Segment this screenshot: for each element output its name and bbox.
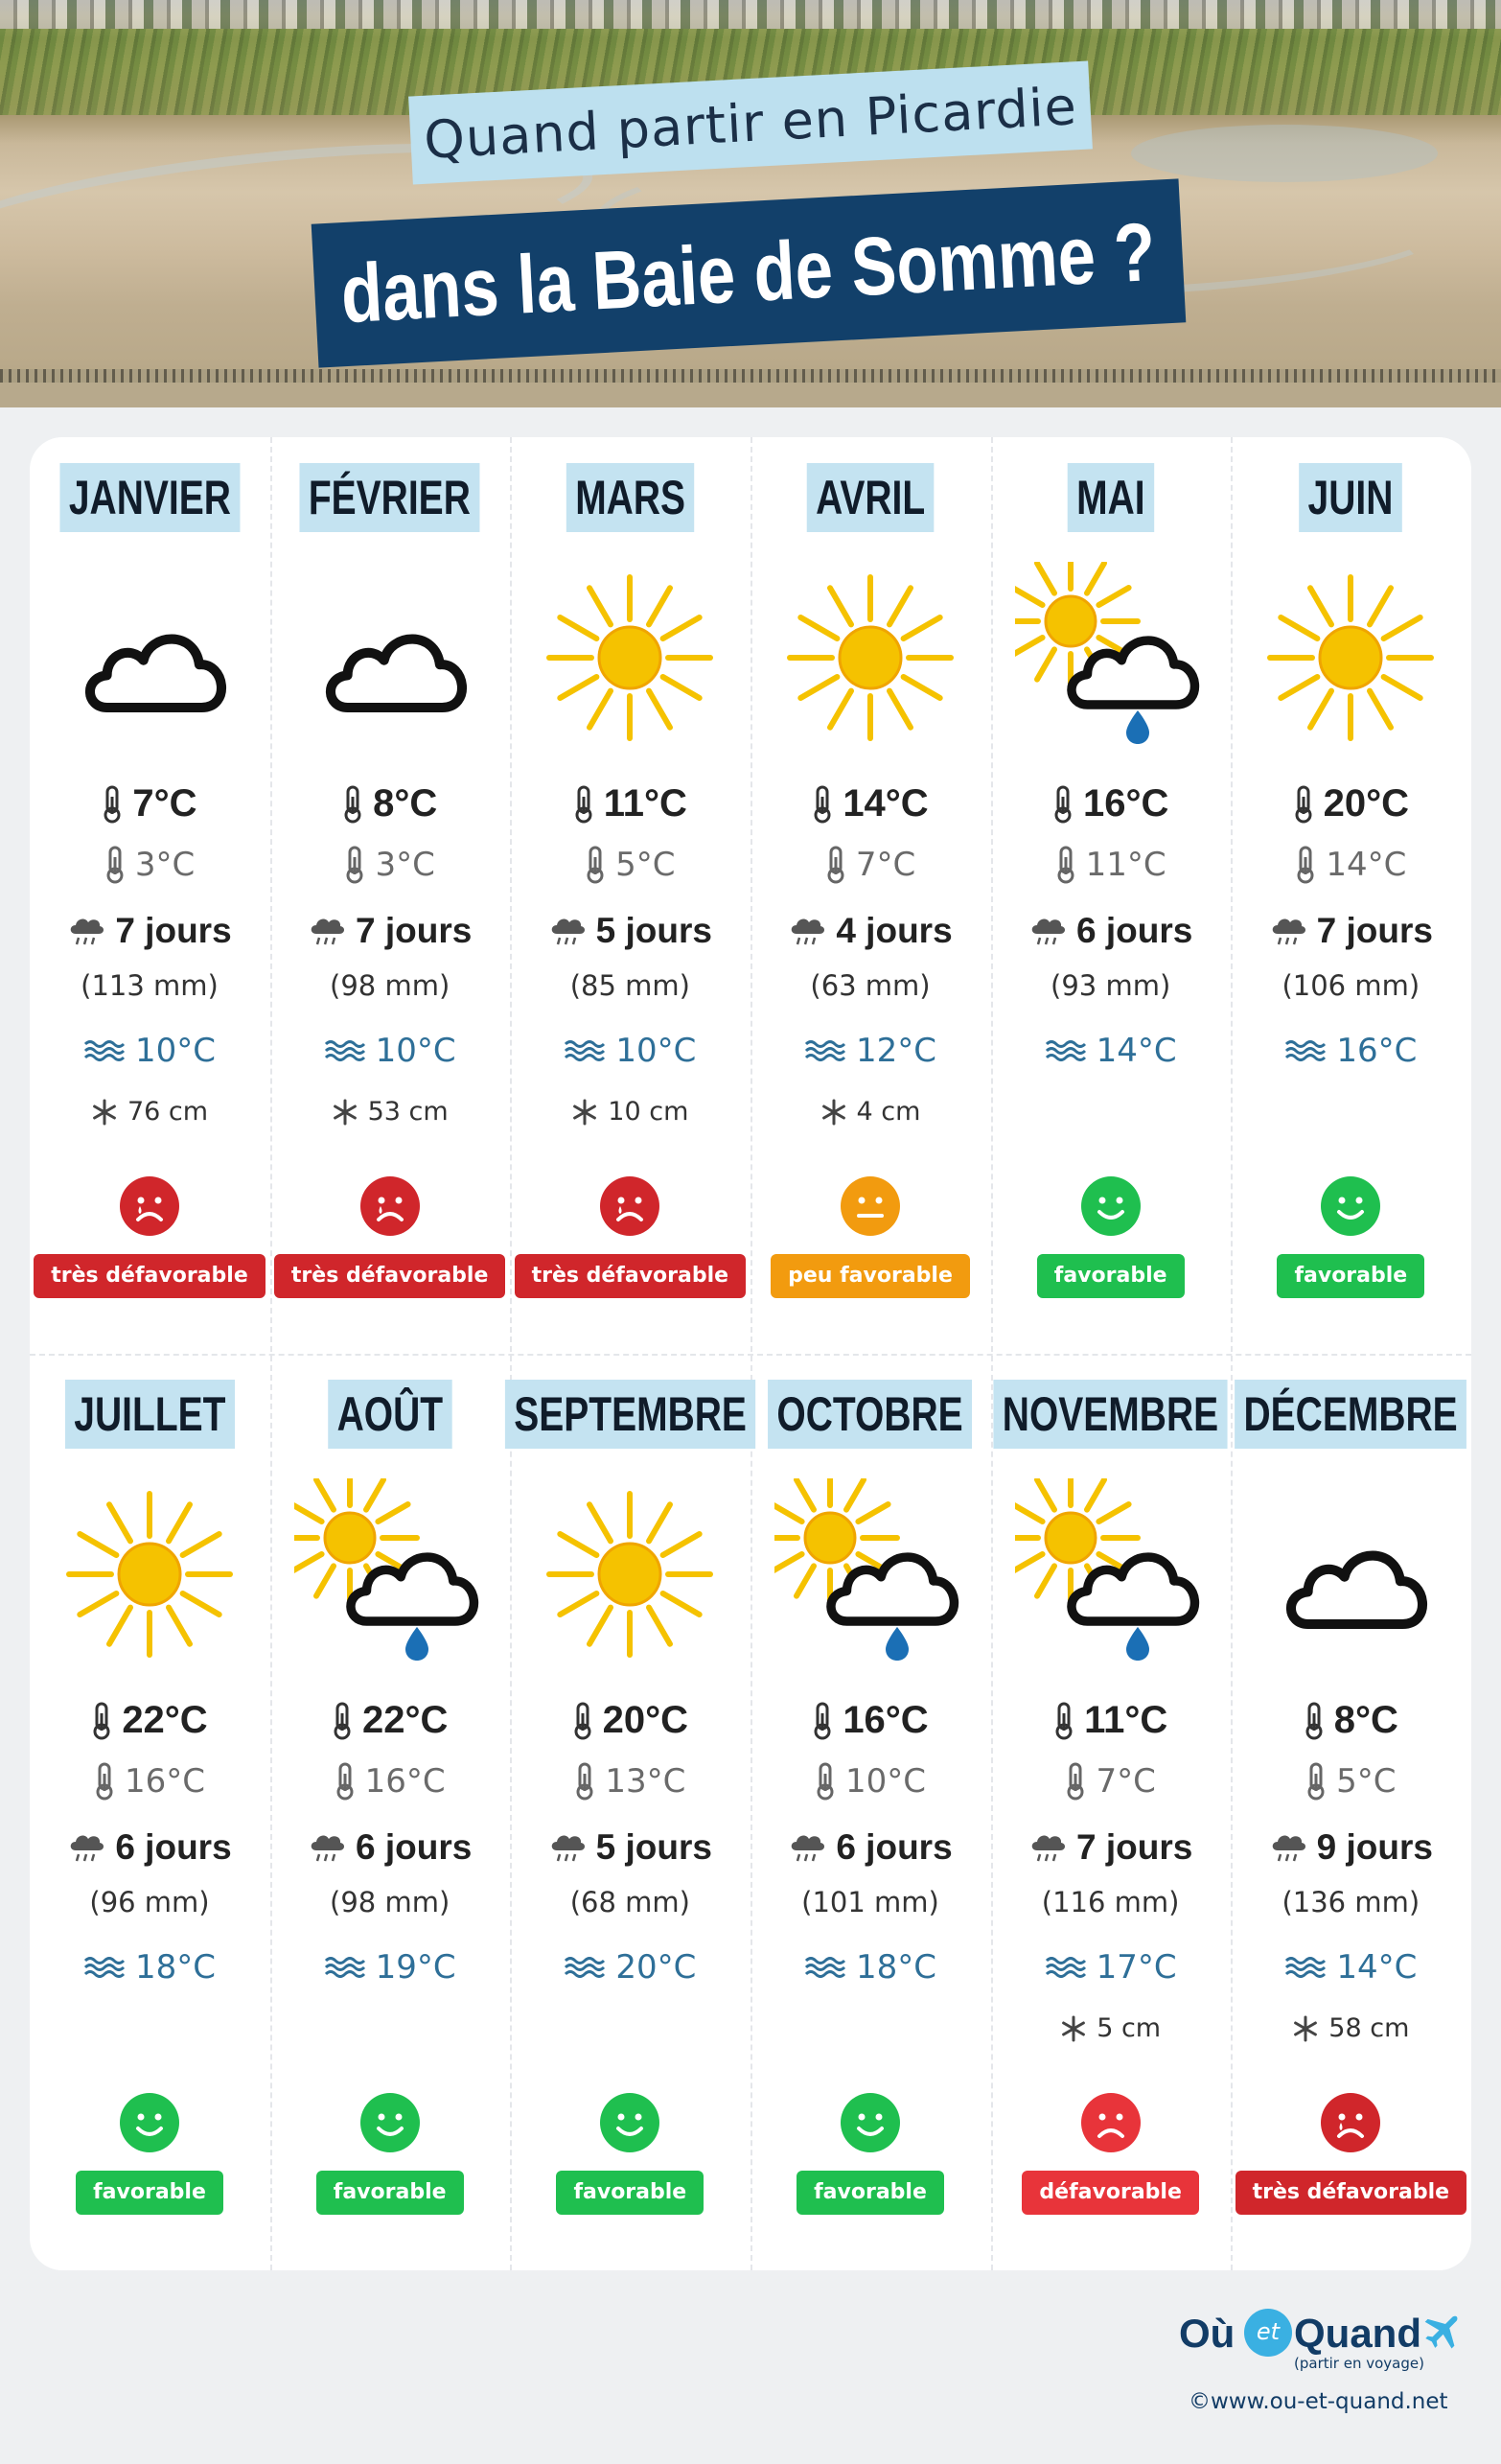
rain-amount: (113 mm) bbox=[81, 969, 219, 1002]
rain-amount: (106 mm) bbox=[1282, 969, 1420, 1002]
max-temperature-value: 16°C bbox=[843, 1699, 929, 1741]
sand-band bbox=[0, 383, 1501, 407]
rain-days-value: 6 jours bbox=[1075, 911, 1193, 950]
cloud-icon bbox=[54, 562, 245, 754]
calendar-card bbox=[30, 437, 1471, 2270]
snow-depth-value: 4 cm bbox=[856, 1097, 921, 1127]
month-cell[interactable] bbox=[1231, 437, 1470, 1354]
rain-cloud-icon bbox=[1028, 1831, 1067, 1864]
sun-icon bbox=[534, 1478, 726, 1670]
max-temperature bbox=[1231, 1699, 1470, 1742]
min-temperature bbox=[1231, 1762, 1470, 1801]
min-temperature bbox=[30, 1762, 269, 1801]
happy-face-icon bbox=[1320, 1175, 1381, 1237]
snowflake-icon bbox=[571, 1099, 598, 1126]
snow-depth bbox=[30, 1097, 269, 1127]
snowflake-icon bbox=[820, 1099, 847, 1126]
rain-amount: (101 mm) bbox=[801, 1886, 939, 1918]
month-name-wrap bbox=[991, 463, 1231, 532]
rain-amount: (98 mm) bbox=[330, 969, 450, 1002]
min-temperature bbox=[510, 1762, 750, 1801]
rain-amount: (116 mm) bbox=[1041, 1886, 1180, 1918]
rain-days bbox=[270, 911, 510, 951]
verdict-badge: très défavorable bbox=[515, 1254, 747, 1298]
verdict-badge-wrap bbox=[510, 2171, 750, 2215]
month-name-wrap bbox=[30, 463, 269, 532]
max-temperature-value: 20°C bbox=[602, 1699, 689, 1741]
verdict-badge: favorable bbox=[556, 2171, 704, 2215]
sea-temperature-value: 12°C bbox=[855, 1032, 936, 1070]
rain-days-value: 7 jours bbox=[115, 911, 232, 950]
sun-cloud-rain-icon bbox=[294, 1478, 486, 1670]
rain-cloud-icon bbox=[1028, 915, 1067, 947]
rain-cloud-icon bbox=[548, 1831, 587, 1864]
verdict-badge-wrap bbox=[750, 1254, 990, 1298]
thermometer-icon bbox=[574, 1762, 595, 1801]
fence bbox=[0, 369, 1501, 383]
verdict-badge: favorable bbox=[76, 2171, 223, 2215]
month-cell[interactable] bbox=[991, 437, 1231, 1354]
verdict-badge: très défavorable bbox=[1235, 2171, 1467, 2215]
max-temperature bbox=[30, 782, 269, 825]
rain-amount: (93 mm) bbox=[1051, 969, 1171, 1002]
snow-depth-value: 58 cm bbox=[1328, 2013, 1410, 2043]
waves-icon bbox=[83, 1955, 126, 1980]
max-temperature bbox=[510, 782, 750, 825]
month-name: JUILLET bbox=[65, 1380, 235, 1449]
max-temperature bbox=[30, 1699, 269, 1742]
month-name-wrap bbox=[1231, 463, 1470, 532]
rain-days bbox=[510, 1827, 750, 1868]
month-name: FÉVRIER bbox=[300, 463, 480, 532]
sea-temperature bbox=[270, 1032, 510, 1070]
sea-temperature bbox=[1231, 1032, 1470, 1070]
sun-icon bbox=[774, 562, 966, 754]
verdict-badge: très défavorable bbox=[274, 1254, 506, 1298]
min-temperature-value: 16°C bbox=[124, 1762, 205, 1801]
month-name-wrap bbox=[270, 1380, 510, 1449]
sea-temperature-value: 16°C bbox=[1336, 1032, 1418, 1070]
max-temperature-value: 22°C bbox=[361, 1699, 449, 1741]
month-name: MAI bbox=[1068, 463, 1154, 532]
happy-face-icon bbox=[840, 2092, 901, 2153]
month-name-wrap bbox=[270, 463, 510, 532]
verdict-badge-wrap bbox=[750, 2171, 990, 2215]
month-cell[interactable] bbox=[750, 437, 990, 1354]
month-name: AVRIL bbox=[807, 463, 935, 532]
happy-face-icon bbox=[599, 2092, 660, 2153]
max-temperature-value: 7°C bbox=[132, 782, 197, 825]
logo-quand: Quand bbox=[1294, 2311, 1421, 2356]
title-line2: dans la Baie de Somme ? bbox=[338, 205, 1159, 340]
thermometer-icon bbox=[585, 846, 606, 884]
waves-icon bbox=[804, 1038, 846, 1063]
rain-days bbox=[270, 1827, 510, 1868]
min-temperature-value: 7°C bbox=[855, 846, 916, 884]
month-name-wrap bbox=[750, 1380, 990, 1449]
crying-face-icon bbox=[359, 1175, 421, 1237]
logo-tagline: (partir en voyage) bbox=[1294, 2355, 1424, 2372]
rain-cloud-icon bbox=[308, 1831, 346, 1864]
sea-temperature bbox=[30, 1032, 269, 1070]
month-cell[interactable] bbox=[750, 1354, 990, 2270]
crying-face-icon bbox=[599, 1175, 660, 1237]
max-temperature-value: 16°C bbox=[1082, 782, 1169, 825]
waves-icon bbox=[564, 1038, 606, 1063]
thermometer-icon bbox=[825, 846, 846, 884]
rain-cloud-icon bbox=[1269, 1831, 1307, 1864]
crying-face-icon bbox=[119, 1175, 180, 1237]
verdict-badge: favorable bbox=[1037, 1254, 1185, 1298]
snow-depth-value: 10 cm bbox=[608, 1097, 689, 1127]
sea-temperature-value: 20°C bbox=[615, 1948, 697, 1987]
rain-days-value: 7 jours bbox=[1075, 1827, 1193, 1867]
sun-icon bbox=[1255, 562, 1446, 754]
month-name-wrap bbox=[991, 1380, 1231, 1449]
sea-temperature bbox=[270, 1948, 510, 1987]
rain-days bbox=[30, 1827, 269, 1868]
thermometer-icon bbox=[1053, 1702, 1074, 1740]
month-name: SEPTEMBRE bbox=[505, 1380, 755, 1449]
happy-face-icon bbox=[359, 2092, 421, 2153]
min-temperature-value: 13°C bbox=[605, 1762, 686, 1801]
snow-depth bbox=[270, 1097, 510, 1127]
month-cell[interactable] bbox=[30, 437, 269, 1354]
sea-temperature-value: 14°C bbox=[1096, 1032, 1177, 1070]
waves-icon bbox=[1284, 1955, 1327, 1980]
rain-days bbox=[1231, 1827, 1470, 1868]
sea-temperature-value: 17°C bbox=[1096, 1948, 1177, 1987]
rain-amount: (63 mm) bbox=[810, 969, 931, 1002]
max-temperature bbox=[1231, 782, 1470, 825]
rain-days-value: 5 jours bbox=[595, 1827, 712, 1867]
sea-temperature-value: 18°C bbox=[134, 1948, 216, 1987]
min-temperature-value: 10°C bbox=[844, 1762, 926, 1801]
thermometer-icon bbox=[344, 846, 365, 884]
min-temperature bbox=[750, 846, 990, 884]
min-temperature-value: 16°C bbox=[364, 1762, 446, 1801]
thermometer-icon bbox=[332, 1702, 353, 1740]
waves-icon bbox=[324, 1955, 366, 1980]
logo-et: et bbox=[1244, 2309, 1292, 2357]
sea-temperature-value: 18°C bbox=[855, 1948, 936, 1987]
site-url[interactable]: ©www.ou-et-quand.net bbox=[1189, 2389, 1448, 2414]
verdict-badge: favorable bbox=[1277, 1254, 1424, 1298]
month-cell[interactable] bbox=[270, 437, 510, 1354]
max-temperature-value: 11°C bbox=[603, 782, 687, 825]
verdict-badge-wrap bbox=[991, 1254, 1231, 1298]
verdict-badge-wrap bbox=[991, 2171, 1231, 2215]
snow-depth bbox=[991, 2013, 1231, 2043]
max-temperature-value: 20°C bbox=[1323, 782, 1410, 825]
verdict-badge: favorable bbox=[316, 2171, 464, 2215]
waves-icon bbox=[83, 1038, 126, 1063]
max-temperature bbox=[750, 782, 990, 825]
sea-temperature bbox=[991, 1948, 1231, 1987]
thermometer-icon bbox=[573, 785, 594, 824]
verdict-badge: défavorable bbox=[1022, 2171, 1198, 2215]
month-name: DÉCEMBRE bbox=[1235, 1380, 1466, 1449]
rain-days-value: 6 jours bbox=[836, 1827, 953, 1867]
thermometer-icon bbox=[1295, 846, 1316, 884]
month-cell[interactable] bbox=[991, 1354, 1231, 2270]
min-temperature-value: 5°C bbox=[1336, 1762, 1397, 1801]
month-name: JUIN bbox=[1300, 463, 1403, 532]
waves-icon bbox=[1045, 1955, 1087, 1980]
rain-days bbox=[510, 911, 750, 951]
sun-icon bbox=[534, 562, 726, 754]
thermometer-icon bbox=[1052, 785, 1074, 824]
max-temperature-value: 11°C bbox=[1084, 1699, 1168, 1741]
min-temperature bbox=[750, 1762, 990, 1801]
verdict-badge: favorable bbox=[797, 2171, 944, 2215]
rain-amount: (136 mm) bbox=[1282, 1886, 1420, 1918]
rain-days bbox=[30, 911, 269, 951]
min-temperature-value: 3°C bbox=[375, 846, 435, 884]
month-cell[interactable] bbox=[270, 1354, 510, 2270]
title-line1: Quand partir en Picardie bbox=[422, 75, 1079, 171]
thermometer-icon bbox=[1065, 1762, 1086, 1801]
month-name-wrap bbox=[30, 1380, 269, 1449]
thermometer-icon bbox=[1293, 785, 1314, 824]
rain-days-value: 7 jours bbox=[1316, 911, 1433, 950]
waves-icon bbox=[1045, 1038, 1087, 1063]
max-temperature bbox=[991, 1699, 1231, 1742]
sad-face-icon bbox=[1080, 2092, 1142, 2153]
month-cell[interactable] bbox=[510, 1354, 750, 2270]
max-temperature-value: 22°C bbox=[122, 1699, 208, 1741]
cloud-icon bbox=[1255, 1478, 1446, 1670]
waves-icon bbox=[564, 1955, 606, 1980]
thermometer-icon bbox=[94, 1762, 115, 1801]
min-temperature bbox=[1231, 846, 1470, 884]
verdict-badge-wrap bbox=[510, 1254, 750, 1298]
airplane-icon bbox=[1419, 2311, 1463, 2359]
thermometer-icon bbox=[335, 1762, 356, 1801]
rain-cloud-icon bbox=[788, 915, 826, 947]
happy-face-icon bbox=[1080, 1175, 1142, 1237]
min-temperature-value: 3°C bbox=[134, 846, 196, 884]
min-temperature-value: 5°C bbox=[615, 846, 676, 884]
month-name: AOÛT bbox=[328, 1380, 451, 1449]
sun-cloud-rain-icon bbox=[1015, 562, 1207, 754]
sun-cloud-rain-icon bbox=[774, 1478, 966, 1670]
verdict-badge-wrap bbox=[1231, 2171, 1470, 2215]
month-cell[interactable] bbox=[1231, 1354, 1470, 2270]
rain-days-value: 6 jours bbox=[355, 1827, 473, 1867]
waves-icon bbox=[1284, 1038, 1327, 1063]
min-temperature-value: 11°C bbox=[1085, 846, 1166, 884]
max-temperature-value: 14°C bbox=[843, 782, 929, 825]
rain-days bbox=[1231, 911, 1470, 951]
snow-depth bbox=[750, 1097, 990, 1127]
rain-amount: (68 mm) bbox=[569, 1886, 690, 1918]
sun-cloud-rain-icon bbox=[1015, 1478, 1207, 1670]
max-temperature bbox=[991, 782, 1231, 825]
min-temperature bbox=[510, 846, 750, 884]
rain-amount: (96 mm) bbox=[89, 1886, 210, 1918]
max-temperature bbox=[270, 1699, 510, 1742]
month-name-wrap bbox=[510, 1380, 750, 1449]
snow-depth-value: 5 cm bbox=[1097, 2013, 1162, 2043]
snowflake-icon bbox=[1060, 2015, 1087, 2042]
thermometer-icon bbox=[1055, 846, 1076, 884]
rain-amount: (85 mm) bbox=[569, 969, 690, 1002]
verdict-badge: peu favorable bbox=[771, 1254, 970, 1298]
neutral-face-icon bbox=[840, 1175, 901, 1237]
min-temperature bbox=[270, 846, 510, 884]
crying-face-icon bbox=[1320, 2092, 1381, 2153]
rain-cloud-icon bbox=[67, 1831, 105, 1864]
sea-temperature-value: 19°C bbox=[375, 1948, 456, 1987]
thermometer-icon bbox=[1305, 1762, 1327, 1801]
rain-cloud-icon bbox=[308, 915, 346, 947]
thermometer-icon bbox=[572, 1702, 593, 1740]
sea-temperature-value: 10°C bbox=[134, 1032, 216, 1070]
month-cell[interactable] bbox=[510, 437, 750, 1354]
sea-temperature bbox=[991, 1032, 1231, 1070]
sea-temperature bbox=[750, 1948, 990, 1987]
sea-temperature bbox=[30, 1948, 269, 1987]
brand-logo[interactable] bbox=[1179, 2311, 1466, 2378]
thermometer-icon bbox=[812, 785, 833, 824]
rain-days bbox=[750, 911, 990, 951]
verdict-badge: très défavorable bbox=[34, 1254, 266, 1298]
month-name-wrap bbox=[510, 463, 750, 532]
sea-temperature-value: 10°C bbox=[375, 1032, 456, 1070]
rain-cloud-icon bbox=[67, 915, 105, 947]
max-temperature bbox=[510, 1699, 750, 1742]
month-name-wrap bbox=[750, 463, 990, 532]
happy-face-icon bbox=[119, 2092, 180, 2153]
thermometer-icon bbox=[104, 846, 126, 884]
month-name: OCTOBRE bbox=[768, 1380, 972, 1449]
rain-days bbox=[750, 1827, 990, 1868]
verdict-badge-wrap bbox=[30, 1254, 269, 1298]
sea-temperature bbox=[510, 1032, 750, 1070]
thermometer-icon bbox=[1304, 1702, 1325, 1740]
sea-temperature bbox=[750, 1032, 990, 1070]
rain-cloud-icon bbox=[548, 915, 587, 947]
snow-depth-value: 53 cm bbox=[367, 1097, 449, 1127]
snowflake-icon bbox=[91, 1099, 118, 1126]
rain-days-value: 4 jours bbox=[836, 911, 953, 950]
waves-icon bbox=[324, 1038, 366, 1063]
min-temperature bbox=[991, 846, 1231, 884]
min-temperature bbox=[270, 1762, 510, 1801]
max-temperature bbox=[270, 782, 510, 825]
verdict-badge-wrap bbox=[270, 2171, 510, 2215]
min-temperature-value: 14°C bbox=[1326, 846, 1407, 884]
verdict-badge-wrap bbox=[1231, 1254, 1470, 1298]
month-name: MARS bbox=[566, 463, 695, 532]
min-temperature bbox=[30, 846, 269, 884]
rain-cloud-icon bbox=[1269, 915, 1307, 947]
sun-icon bbox=[54, 1478, 245, 1670]
rain-days bbox=[991, 1827, 1231, 1868]
max-temperature bbox=[750, 1699, 990, 1742]
rain-cloud-icon bbox=[788, 1831, 826, 1864]
thermometer-icon bbox=[815, 1762, 836, 1801]
verdict-badge-wrap bbox=[270, 1254, 510, 1298]
sea-temperature-value: 14°C bbox=[1336, 1948, 1418, 1987]
sea-temperature bbox=[510, 1948, 750, 1987]
sea-temperature-value: 10°C bbox=[615, 1032, 697, 1070]
rain-days bbox=[991, 911, 1231, 951]
month-name-wrap bbox=[1231, 1380, 1470, 1449]
rain-days-value: 5 jours bbox=[595, 911, 712, 950]
sea-temperature bbox=[1231, 1948, 1470, 1987]
max-temperature-value: 8°C bbox=[1333, 1699, 1398, 1741]
snow-depth bbox=[1231, 2013, 1470, 2043]
rain-days-value: 7 jours bbox=[355, 911, 473, 950]
month-name: JANVIER bbox=[59, 463, 240, 532]
rain-days-value: 9 jours bbox=[1316, 1827, 1433, 1867]
verdict-badge-wrap bbox=[30, 2171, 269, 2215]
snowflake-icon bbox=[332, 1099, 358, 1126]
month-cell[interactable] bbox=[30, 1354, 269, 2270]
waves-icon bbox=[804, 1955, 846, 1980]
thermometer-icon bbox=[812, 1702, 833, 1740]
max-temperature-value: 8°C bbox=[373, 782, 438, 825]
min-temperature-value: 7°C bbox=[1096, 1762, 1156, 1801]
rain-days-value: 6 jours bbox=[115, 1827, 232, 1867]
snow-depth bbox=[510, 1097, 750, 1127]
village-skyline bbox=[0, 0, 1501, 29]
snow-depth-value: 76 cm bbox=[127, 1097, 209, 1127]
min-temperature bbox=[991, 1762, 1231, 1801]
thermometer-icon bbox=[102, 785, 123, 824]
rain-amount: (98 mm) bbox=[330, 1886, 450, 1918]
logo-ou: Où bbox=[1179, 2311, 1235, 2356]
thermometer-icon bbox=[91, 1702, 112, 1740]
thermometer-icon bbox=[342, 785, 363, 824]
month-name: NOVEMBRE bbox=[994, 1380, 1228, 1449]
cloud-icon bbox=[294, 562, 486, 754]
snowflake-icon bbox=[1292, 2015, 1319, 2042]
